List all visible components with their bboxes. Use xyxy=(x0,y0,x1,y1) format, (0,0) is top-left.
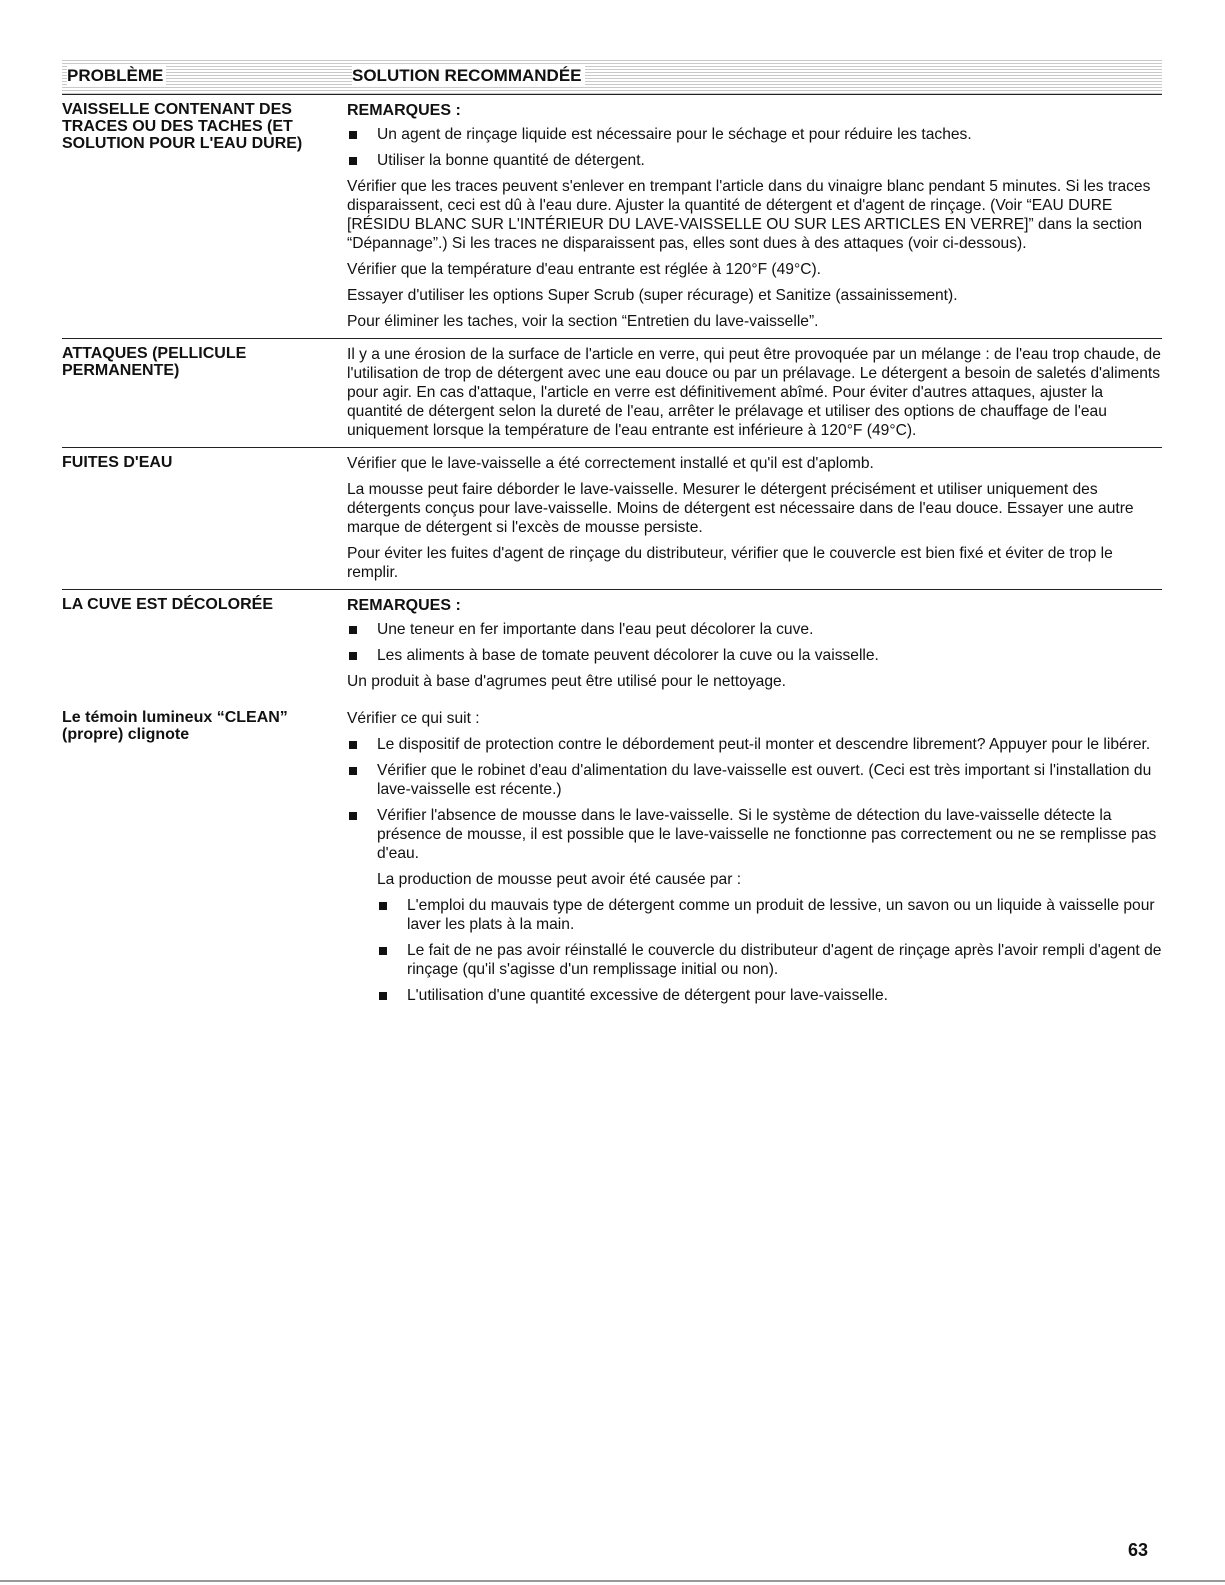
header-problem: PROBLÈME xyxy=(67,66,166,85)
bullet-list xyxy=(347,620,1162,665)
paragraph: Pour éliminer les taches, voir la section “Entretien du lave-vaisselle”. xyxy=(347,313,819,330)
paragraph: Il y a une érosion de la surface de l'article en verre, qui peut être provoquée par un mélange : de l'eau trop chaude, de l'utilisation de trop de détergent avec une eau douce ou par un prélavage. Le détergent a besoin de saletés d'aliments pour agir. En cas d'attaque, l'article en verre est définitivement abîmé. Pour éviter d'autres attaques, ajuster la quantité de détergent selon la dureté de l'eau, arrêter le prélavage et utiliser des options de chauffage de l'eau uniquement lorsque la température de l'eau entrante est inférieure à 120°F (49°C). xyxy=(347,346,1161,439)
problem-label: Le témoin lumineux “CLEAN” (propre) clignote xyxy=(62,709,288,743)
table-header xyxy=(62,58,1162,95)
table-row xyxy=(62,95,1162,339)
sub-intro-text: La production de mousse peut avoir été causée par : xyxy=(377,871,742,888)
solution-cell xyxy=(347,596,1162,698)
troubleshooting-table xyxy=(62,58,1162,1019)
table-row xyxy=(62,339,1162,448)
list-item: Utiliser la bonne quantité de détergent. xyxy=(347,151,1162,170)
problem-label: ATTAQUES (PELLICULE PERMANENTE) xyxy=(62,345,247,379)
solution-cell xyxy=(347,709,1162,1012)
table-row xyxy=(62,448,1162,590)
bullet-list xyxy=(347,125,1162,170)
solution-cell xyxy=(347,454,1162,582)
table-row xyxy=(62,590,1162,705)
remarques-heading: REMARQUES : xyxy=(347,102,461,119)
list-item: Les aliments à base de tomate peuvent décolorer la cuve ou la vaisselle. xyxy=(347,646,1162,665)
paragraph: La mousse peut faire déborder le lave-vaisselle. Mesurer le détergent précisément et utiliser uniquement des détergents conçus pour lave-vaisselle. Moins de détergent est nécessaire dans de l'eau douce. Essayer une autre marque de détergent si l'excès de mousse persiste. xyxy=(347,481,1134,536)
bullet-list xyxy=(347,735,1162,863)
paragraph: Essayer d'utiliser les options Super Scrub (super récurage) et Sanitize (assainissement). xyxy=(347,287,958,304)
list-item: Un agent de rinçage liquide est nécessaire pour le séchage et pour réduire les taches. xyxy=(347,125,1162,144)
problem-label: VAISSELLE CONTENANT DES TRACES OU DES TACHES (ET SOLUTION POUR L'EAU DURE) xyxy=(62,101,303,152)
bottom-divider xyxy=(0,1580,1225,1582)
paragraph: Vérifier que le lave-vaisselle a été correctement installé et qu'il est d'aplomb. xyxy=(347,455,874,472)
table-row xyxy=(62,705,1162,1019)
remarques-heading: REMARQUES : xyxy=(347,597,461,614)
list-item: Vérifier que le robinet d'eau d'alimentation du lave-vaisselle est ouvert. (Ceci est très important si l'installation du lave-vaisselle est récente.) xyxy=(347,761,1162,799)
nested-bullet-list xyxy=(377,896,1162,1005)
header-solution: SOLUTION RECOMMANDÉE xyxy=(352,66,585,85)
list-item: Le dispositif de protection contre le débordement peut-il monter et descendre librement? Appuyer pour le libérer. xyxy=(347,735,1162,754)
list-item: Une teneur en fer importante dans l'eau peut décolorer la cuve. xyxy=(347,620,1162,639)
list-item: L'emploi du mauvais type de détergent comme un produit de lessive, un savon ou un liquide à vaisselle pour laver les plats à la main. xyxy=(377,896,1162,934)
list-item: Le fait de ne pas avoir réinstallé le couvercle du distributeur d'agent de rinçage après l'avoir rempli d'agent de rinçage (qu'il s'agisse d'un remplissage initial ou non). xyxy=(377,941,1162,979)
paragraph: Pour éviter les fuites d'agent de rinçage du distributeur, vérifier que le couvercle est bien fixé et éviter de trop le remplir. xyxy=(347,545,1113,581)
solution-cell xyxy=(347,101,1162,331)
paragraph: Un produit à base d'agrumes peut être utilisé pour le nettoyage. xyxy=(347,673,787,690)
problem-label: LA CUVE EST DÉCOLORÉE xyxy=(62,596,273,613)
list-item: L'utilisation d'une quantité excessive de détergent pour lave-vaisselle. xyxy=(377,986,1162,1005)
solution-cell xyxy=(347,345,1162,440)
paragraph: Vérifier que la température d'eau entrante est réglée à 120°F (49°C). xyxy=(347,261,821,278)
page-number: 63 xyxy=(1128,1540,1149,1560)
problem-label: FUITES D'EAU xyxy=(62,454,173,471)
intro-text: Vérifier ce qui suit : xyxy=(347,710,480,727)
paragraph: Vérifier que les traces peuvent s'enlever en trempant l'article dans du vinaigre blanc pendant 5 minutes. Si les traces disparaissent, ceci est dû à l'eau dure. Ajuster la quantité de détergent et d'agent de rinçage. (Voir “EAU DURE [RÉSIDU BLANC SUR L'INTÉRIEUR DU LAVE-VAISSELLE OU SUR LES ARTICLES EN VERRE]” dans la section “Dépannage”.) Si les traces ne disparaissent pas, elles sont dues à des attaques (voir ci-dessous). xyxy=(347,178,1151,252)
list-item: Vérifier l'absence de mousse dans le lave-vaisselle. Si le système de détection du lave-vaisselle détecte la présence de mousse, il est possible que le lave-vaisselle ne fonctionne pas correctement ou ne se remplisse pas d'eau. xyxy=(347,806,1162,863)
